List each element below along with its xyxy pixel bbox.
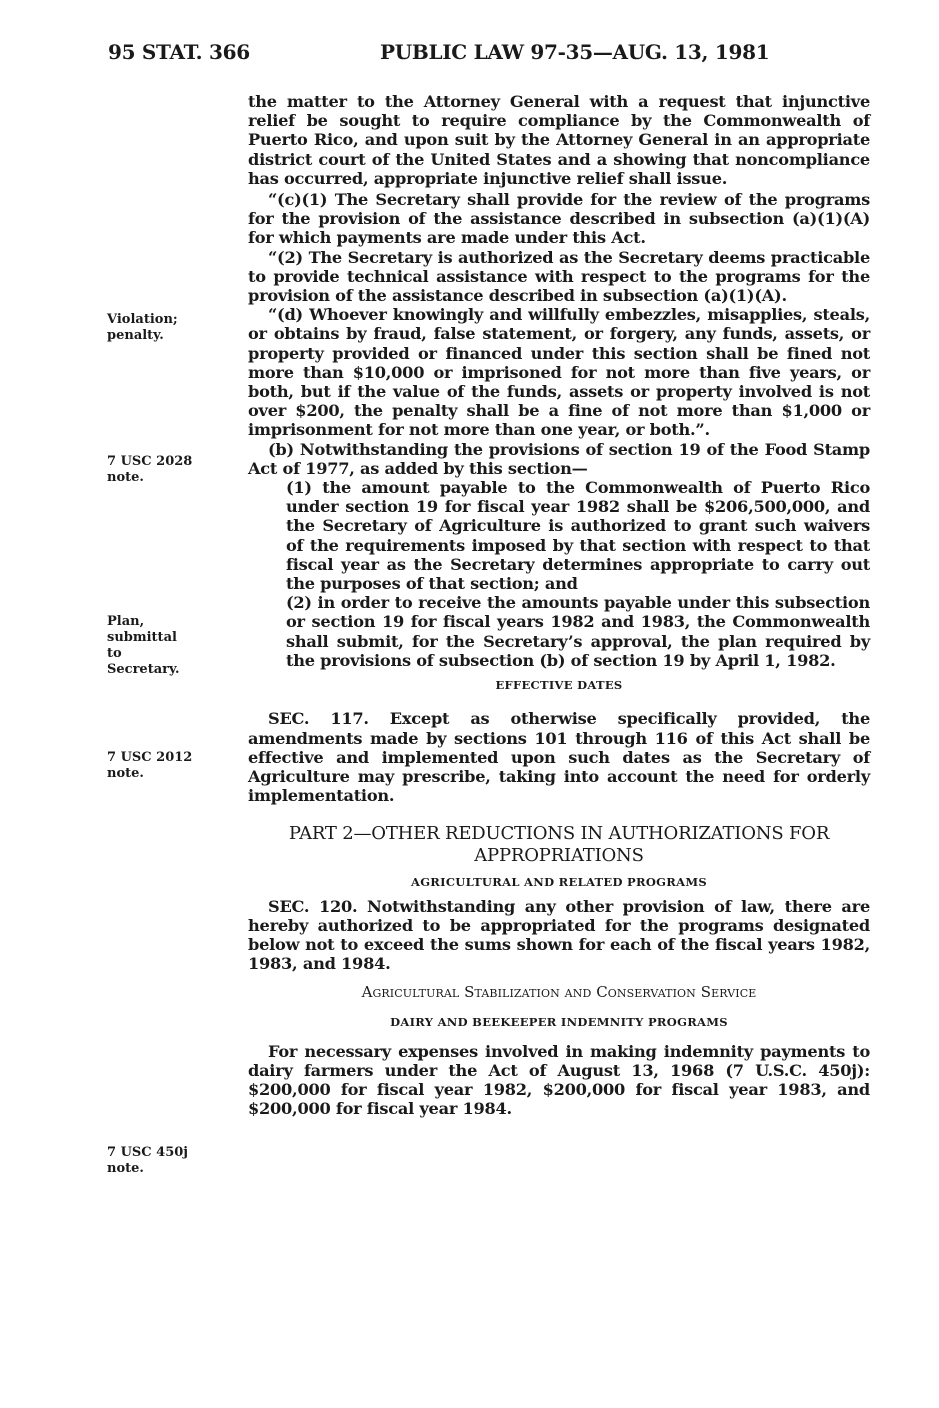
paragraph-d-penalty: “(d) Whoever knowingly and willfully embezzles, misapplies, steals, or obtains by fraud, false statement, or forgery, any funds, assets, or property provided or financed under this section shall be fined not more than $10,000 or imprisoned for not more than five years, or both, but if the value of the funds, assets or property involved is not over $200, the penalty shall be a fine of not more than $1,000 or imprisonment for not more than one year, or both.”. [248,305,870,440]
margin-note-usc-450j: 7 USC 450j note. [107,1145,189,1176]
page-header [0,40,939,80]
statute-reference: 95 STAT. 366 [108,40,250,64]
document-body [248,92,870,1119]
heading-agency-text: Agricultural Stabilization and Conservation Service [361,983,757,1002]
paragraph-b1-amount-payable: (1) the amount payable to the Commonwealth of Puerto Rico under section 19 for fiscal year 1982 shall be $206,500,000, and the Secretary of Agriculture is authorized to grant such waivers of the requirements imposed by that section with respect to that fiscal year as the Secretary determines appropriate to carry out the purposes of that section; and [286,478,870,594]
paragraph-b-notwithstanding: (b) Notwithstanding the provisions of section 19 of the Food Stamp Act of 1977, as added by this section— [248,439,870,478]
margin-note-plan: Plan, submittal to Secretary. [107,614,180,677]
margin-note-violation: Violation; penalty. [107,312,178,343]
paragraph-injunctive-relief: the matter to the Attorney General with a request that injunctive relief be sought to require compliance by the Commonwealth of Puerto Rico, and upon suit by the Attorney General in an appropriate district court of the United States and a showing that noncompliance has occurred, appropriate injunctive relief shall issue. [248,92,870,188]
heading-dairy-beekeeper: DAIRY AND BEEKEEPER INDEMNITY PROGRAMS [390,1014,728,1029]
public-law-title: PUBLIC LAW 97-35—AUG. 13, 1981 [380,40,770,64]
paragraph-sec-117: SEC. 117. Except as otherwise specifically provided, the amendments made by sections 101 through 116 of this Act shall be effective and implemented upon such dates as the Secretary of Agriculture may prescribe, taking into account the need for orderly implementation. [248,709,870,806]
heading-agency [248,983,870,1002]
paragraph-b2-plan-submission: (2) in order to receive the amounts payable under this subsection or section 19 for fiscal years 1982 and 1983, the Commonwealth shall submit, for the Secretary’s approval, the plan required by the provisions of subsection (b) of section 19 by April 1, 1982. [286,593,870,670]
paragraph-c1-review: “(c)(1) The Secretary shall provide for the review of the programs for the provision of the assistance described in subsection (a)(1)(A) for which payments are made under this Act. [248,190,870,248]
paragraph-sec-120: SEC. 120. Notwithstanding any other provision of law, there are hereby authorized to be appropriated for the programs designated below not to exceed the sums shown for each of the fiscal years 1982, 1983, and 1984. [248,896,870,974]
paragraph-c2-technical-assistance: “(2) The Secretary is authorized as the Secretary deems practicable to provide technical assistance with respect to the programs for the provision of the assistance described in subsection (a)(1)(A). [248,247,870,306]
heading-agricultural-programs: AGRICULTURAL AND RELATED PROGRAMS [410,875,708,890]
heading-effective-dates: EFFECTIVE DATES [495,678,623,693]
margin-note-usc-2028: 7 USC 2028 note. [107,454,193,485]
margin-note-usc-2012: 7 USC 2012 note. [107,750,193,781]
paragraph-dairy-indemnity: For necessary expenses involved in making indemnity payments to dairy farmers under the Act of August 13, 1968 (7 U.S.C. 450j): $200,000 for fiscal year 1982, $200,000 for fiscal year 1983, and $200,000 for fiscal year 1984. [248,1041,870,1119]
heading-part-2: PART 2—OTHER REDUCTIONS IN AUTHORIZATIONS FOR APPROPRIATIONS [288,823,830,867]
